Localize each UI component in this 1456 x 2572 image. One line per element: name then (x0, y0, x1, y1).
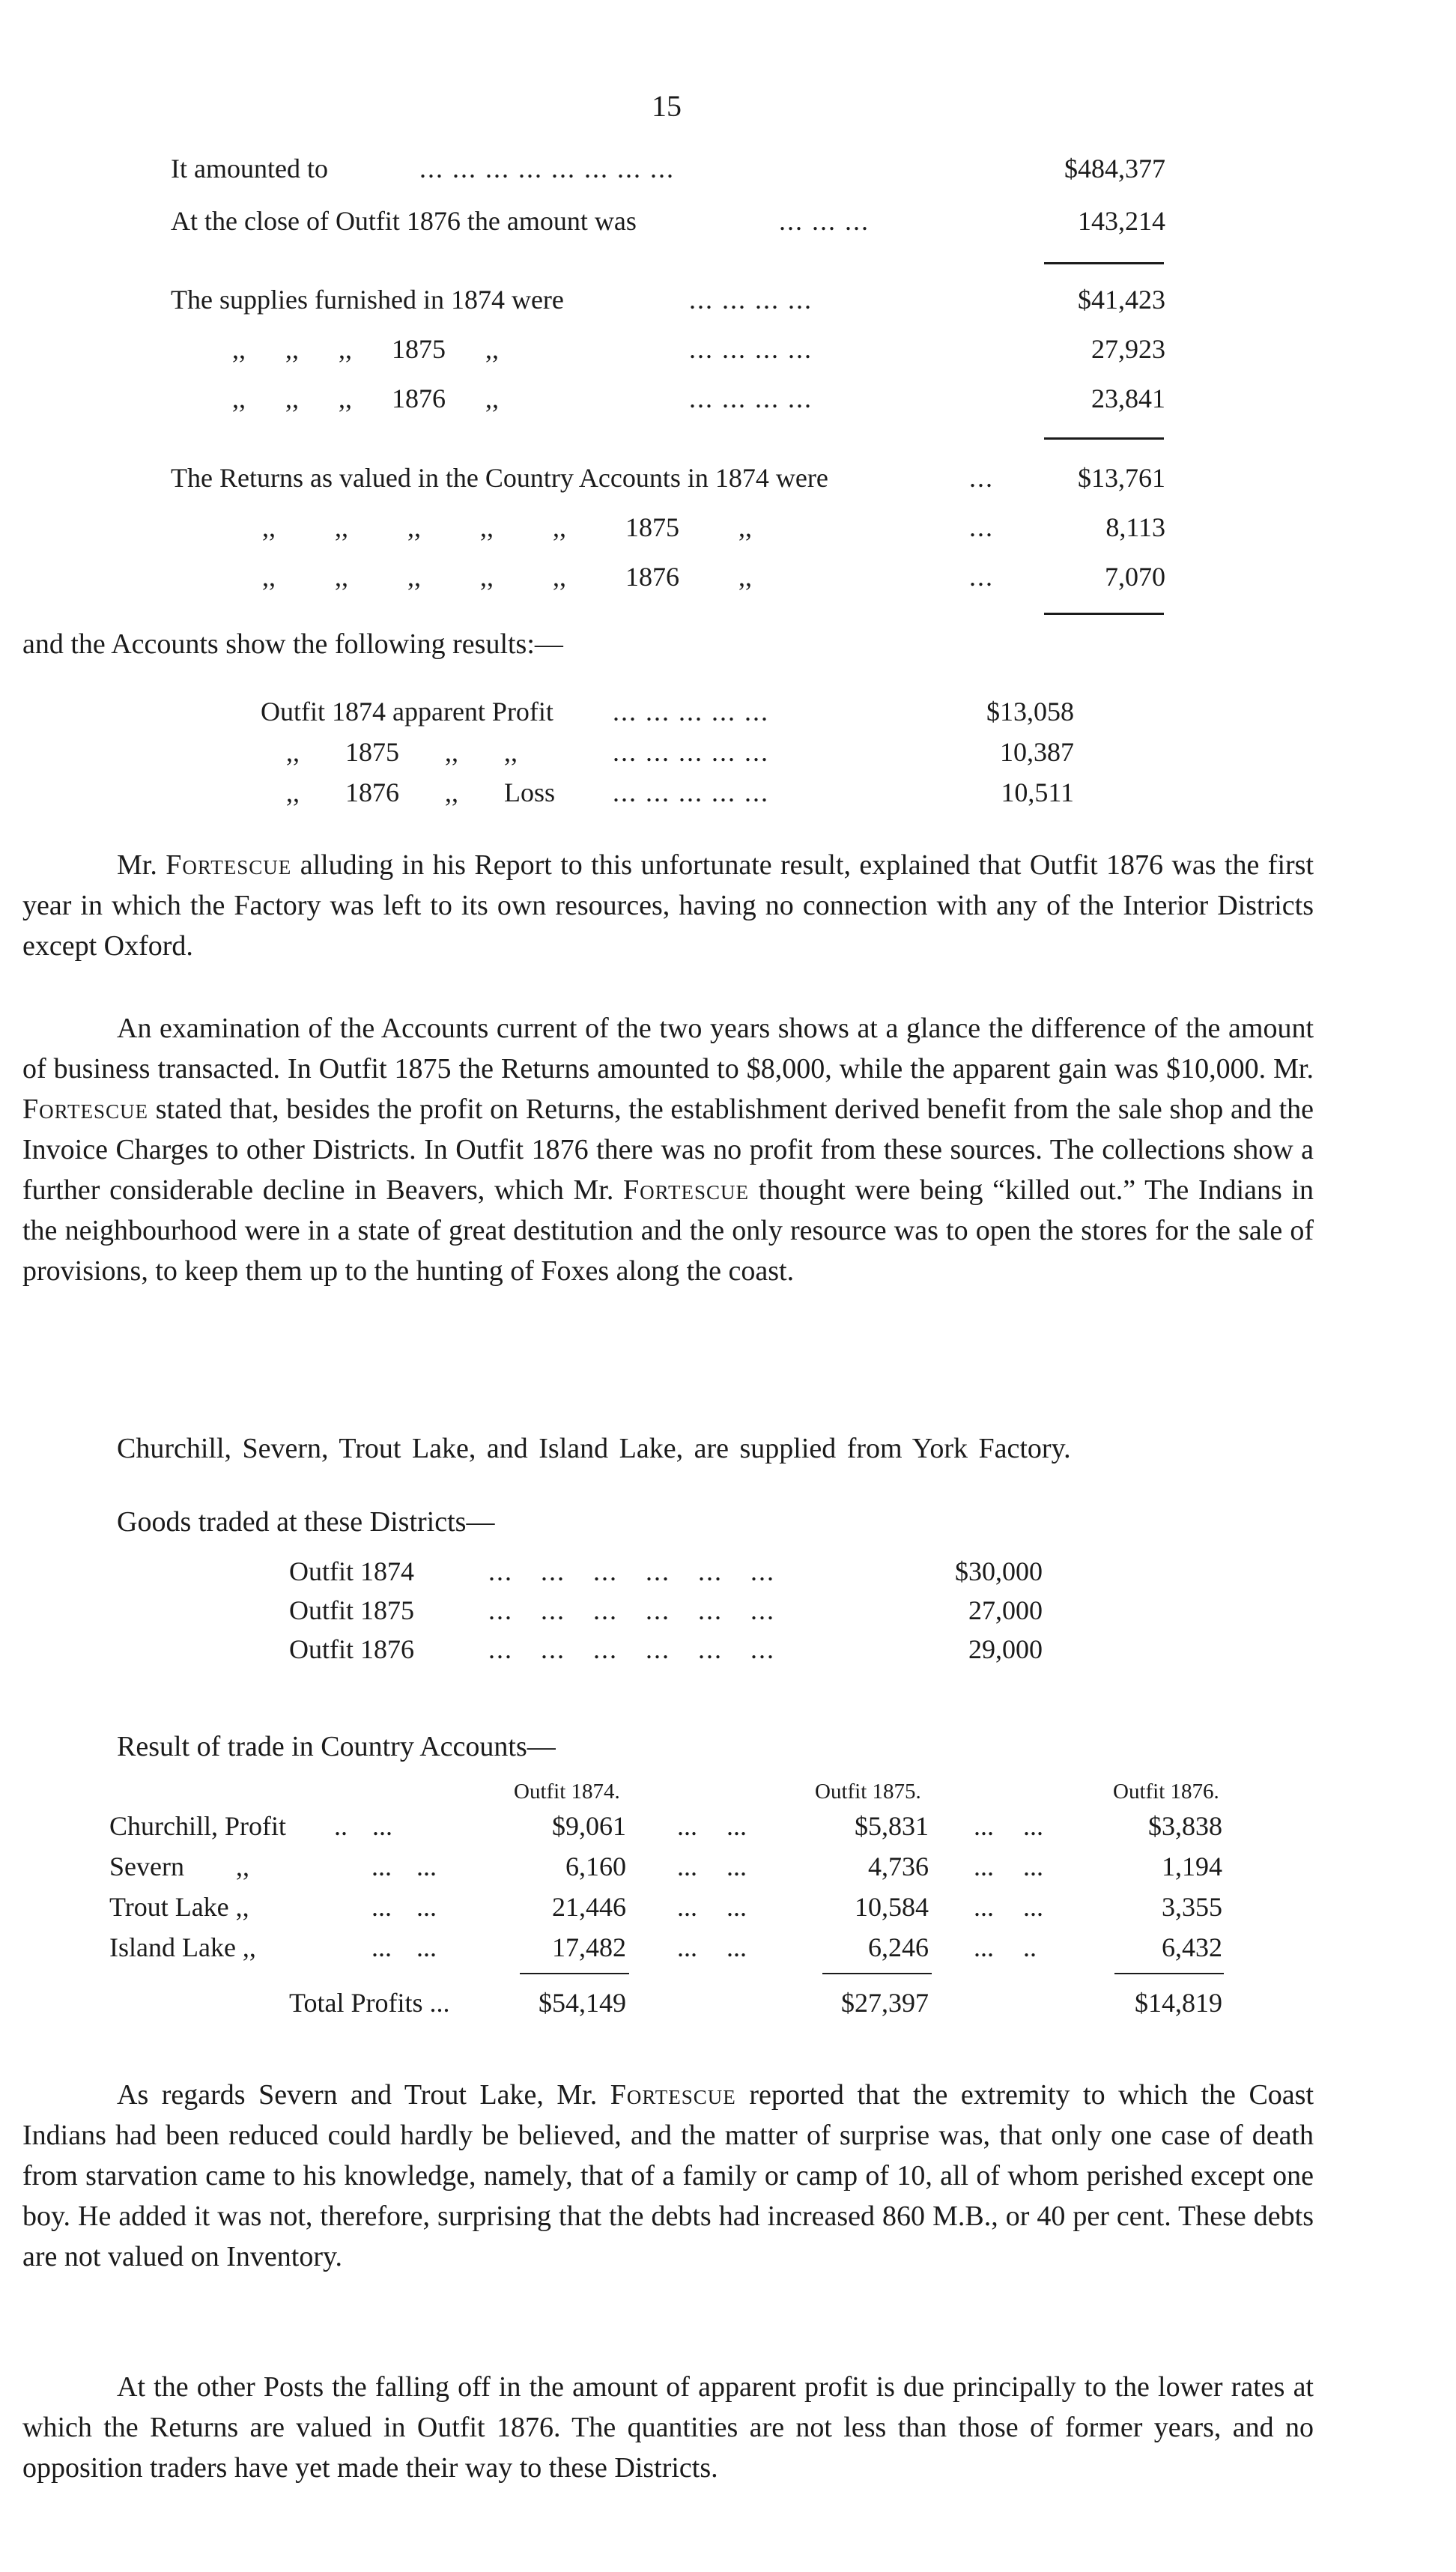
table-cell: 3,355 (1162, 1892, 1222, 1922)
total-rule (520, 1973, 629, 1974)
paragraph-text: alluding in his Report to this unfortunate result, explained that Outfit 1876 was the first year in which the Factory was left to its own resources, having no connection with any of the Interior Districts except Oxford. (22, 849, 1314, 962)
supplies-dots: ... ... ... ... (689, 285, 813, 315)
sum-rule (1044, 437, 1164, 440)
paragraph-severn-trout-lake (22, 2075, 1314, 2277)
page-number: 15 (652, 89, 682, 123)
table-row-dots: ... .. (974, 1932, 1037, 1962)
results-dots: ... ... ... ... ... (613, 777, 769, 807)
table-row-dots: ... ... (974, 1892, 1043, 1922)
table-cell: 10,584 (855, 1892, 929, 1922)
total-value: $54,149 (539, 1988, 626, 2018)
returns-value: $13,761 (1078, 463, 1165, 493)
returns-dots: ... (969, 512, 994, 542)
column-header: Outfit 1874. (514, 1780, 620, 1804)
goods-dots: ... ... ... ... ... ... (488, 1556, 775, 1586)
table-cell: 21,446 (552, 1892, 626, 1922)
paragraph-other-posts (22, 2367, 1314, 2488)
result-intro: Result of trade in Country Accounts— (117, 1731, 556, 1762)
supplies-label: ,, ,, ,, 1875 ,, (232, 334, 499, 364)
table-row-name: Churchill, Profit (109, 1811, 286, 1841)
paragraph-text: reported that the extremity to which the Coast Indians had been reduced could hardly be believed, and the matter of surprise was, that only one case of death from starvation came to his knowledge, namely, that of a family or camp of 10, all of whom perished except one boy. He added it was not, therefore, surprising that the debts had increased 860 M.B., or 40 per cent. These debts are not valued on Inventory. (22, 2079, 1314, 2272)
table-cell: $3,838 (1148, 1811, 1222, 1841)
total-value: $27,397 (841, 1988, 929, 2018)
table-cell: 4,736 (868, 1851, 929, 1881)
supplies-dots: ... ... ... ... (689, 334, 813, 364)
total-rule (1114, 1973, 1224, 1974)
paragraph-text: An examination of the Accounts current of the two years shows at a glance the difference of the amount of business transacted. In Outfit 1875 the Returns amounted to $8,000, while the apparent gain was $10,000. Mr. (22, 1013, 1314, 1085)
goods-label: Outfit 1874 (289, 1556, 414, 1586)
total-label: Total Profits ... (289, 1988, 450, 2018)
returns-label: The Returns as valued in the Country Accounts in 1874 were (171, 463, 828, 493)
results-label: ,, 1876 ,, Loss (286, 777, 556, 807)
table-cell: 17,482 (552, 1932, 626, 1962)
paragraph-text: Mr. (117, 849, 166, 881)
table-cell: 6,246 (868, 1932, 929, 1962)
returns-label: ,, ,, ,, ,, ,, 1876 ,, (262, 562, 752, 592)
returns-value: 7,070 (1105, 562, 1165, 592)
sum-rule (1044, 613, 1164, 615)
results-value: 10,387 (1000, 737, 1074, 767)
goods-value: $30,000 (955, 1556, 1043, 1586)
table-row-name: Trout Lake ,, (109, 1892, 249, 1922)
supplies-value: 27,923 (1091, 334, 1165, 364)
table-row-dots: .. ... (334, 1811, 392, 1841)
table-row-dots: ... ... (371, 1932, 437, 1962)
supplies-value: $41,423 (1078, 285, 1165, 315)
supplied-line: Churchill, Severn, Trout Lake, and Island Lake, are supplied from York Factory. (117, 1433, 1071, 1464)
person-name: Fortescue (623, 1174, 750, 1206)
table-cell: 6,160 (565, 1851, 626, 1881)
table-row-dots: ... ... (677, 1811, 747, 1841)
amount-value: 143,214 (1078, 206, 1165, 236)
person-name: Fortescue (22, 1094, 149, 1125)
returns-value: 8,113 (1105, 512, 1165, 542)
supplies-label: The supplies furnished in 1874 were (171, 285, 564, 315)
paragraph-accounts-examination (22, 1008, 1314, 1291)
table-row-dots: ... ... (677, 1932, 747, 1962)
goods-label: Outfit 1875 (289, 1595, 414, 1625)
goods-dots: ... ... ... ... ... ... (488, 1595, 775, 1625)
amount-dots: ... ... ... ... ... ... ... ... (419, 154, 675, 184)
goods-label: Outfit 1876 (289, 1634, 414, 1664)
results-label: ,, 1875 ,, ,, (286, 737, 518, 767)
table-row-dots: ... ... (371, 1892, 437, 1922)
table-row-dots: ... ... (974, 1811, 1043, 1841)
goods-dots: ... ... ... ... ... ... (488, 1634, 775, 1664)
total-rule (822, 1973, 932, 1974)
amount-value: $484,377 (1064, 154, 1165, 184)
results-value: 10,511 (1001, 777, 1074, 807)
supplies-dots: ... ... ... ... (689, 383, 813, 413)
paragraph-fortescue-report (22, 845, 1314, 966)
amount-label: At the close of Outfit 1876 the amount was (171, 206, 637, 236)
table-cell: 6,432 (1162, 1932, 1222, 1962)
goods-value: 27,000 (968, 1595, 1043, 1625)
returns-dots: ... (969, 463, 994, 493)
table-cell: 1,194 (1162, 1851, 1222, 1881)
results-label: Outfit 1874 apparent Profit (261, 697, 553, 727)
table-row-name: Island Lake ,, (109, 1932, 256, 1962)
table-row-dots: ... ... (677, 1892, 747, 1922)
amount-dots: ... ... ... (779, 206, 870, 236)
results-intro: and the Accounts show the following results:— (22, 628, 563, 660)
total-value: $14,819 (1135, 1988, 1222, 2018)
sum-rule (1044, 262, 1164, 264)
results-dots: ... ... ... ... ... (613, 737, 769, 767)
paragraph-text: thought were being “killed out.” The Indians in the neighbourhood were in a state of great destitution and the only resource was to open the stores for the sale of provisions, to keep them up to the hunting of Foxes along the coast. (22, 1174, 1314, 1287)
goods-intro: Goods traded at these Districts— (117, 1506, 495, 1538)
table-row-dots: ... ... (974, 1851, 1043, 1881)
table-row-dots: ... ... (677, 1851, 747, 1881)
supplies-value: 23,841 (1091, 383, 1165, 413)
goods-value: 29,000 (968, 1634, 1043, 1664)
column-header: Outfit 1875. (815, 1780, 921, 1804)
amount-label: It amounted to (171, 154, 328, 184)
column-header: Outfit 1876. (1113, 1780, 1219, 1804)
person-name: Fortescue (610, 2079, 736, 2111)
person-name: Fortescue (166, 849, 292, 881)
table-cell: $5,831 (855, 1811, 929, 1841)
paragraph-text: As regards Severn and Trout Lake, Mr. (117, 2079, 610, 2111)
returns-dots: ... (969, 562, 994, 592)
results-dots: ... ... ... ... ... (613, 697, 769, 727)
supplies-label: ,, ,, ,, 1876 ,, (232, 383, 499, 413)
paragraph-text: At the other Posts the falling off in the amount of apparent profit is due principally to the lower rates at which the Returns are valued in Outfit 1876. The quantities are not less than those of former years, and no opposition traders have yet made their way to these Districts. (22, 2371, 1314, 2484)
paragraph-text: stated that, besides the profit on Returns, the establishment derived benefit from the sale shop and the Invoice Charges to other Districts. In Outfit 1876 there was no profit from these sources. The collections show a further considerable decline in Beavers, which Mr. (22, 1094, 1314, 1206)
returns-label: ,, ,, ,, ,, ,, 1875 ,, (262, 512, 752, 542)
table-cell: $9,061 (552, 1811, 626, 1841)
table-row-name: Severn ,, (109, 1851, 249, 1881)
results-value: $13,058 (986, 697, 1074, 727)
table-row-dots: ... ... (371, 1851, 437, 1881)
